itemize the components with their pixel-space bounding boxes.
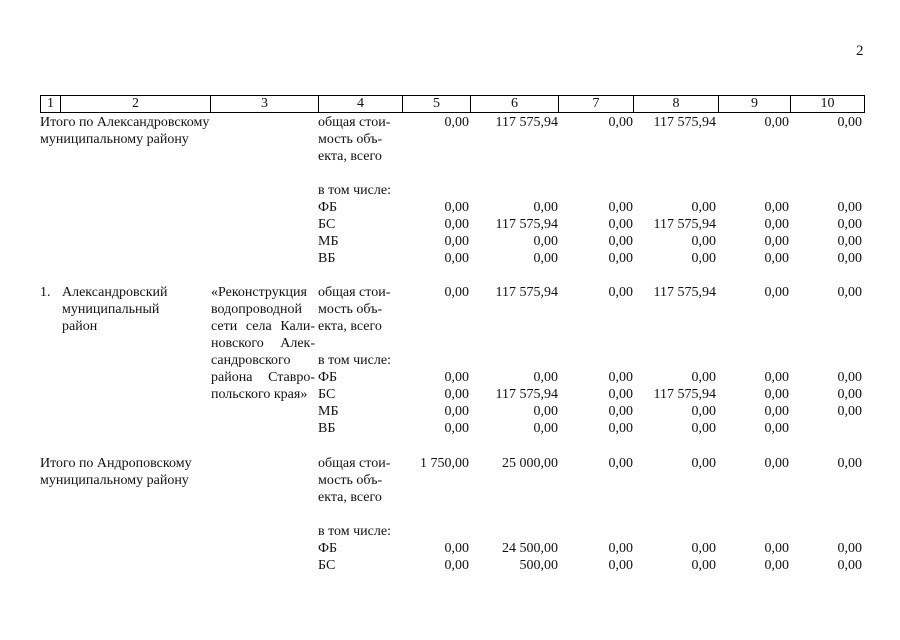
funding-value-col10: 0,00 [837, 541, 862, 556]
total-value-col10: 0,00 [837, 115, 862, 130]
funding-source-ФБ: ФБ [318, 541, 338, 556]
including-label: в том числе: [318, 353, 391, 368]
funding-value-col6: 117 575,94 [495, 387, 558, 402]
municipality-name: муниципальный [62, 302, 160, 317]
funding-value-col7: 0,00 [608, 217, 633, 232]
funding-value-col6: 0,00 [533, 370, 558, 385]
funding-value-col8: 0,00 [691, 541, 716, 556]
funding-value-col5: 0,00 [444, 558, 469, 573]
funding-value-col6: 0,00 [533, 251, 558, 266]
funding-value-col9: 0,00 [764, 404, 789, 419]
funding-value-col7: 0,00 [608, 200, 633, 215]
funding-source-БС: БС [318, 558, 336, 573]
funding-value-col7: 0,00 [608, 404, 633, 419]
cost-description: мость объ- [318, 473, 383, 488]
funding-value-col9: 0,00 [764, 558, 789, 573]
header-cell-8: 8 [634, 96, 719, 112]
total-value-col5: 0,00 [444, 115, 469, 130]
total-value-col10: 0,00 [837, 285, 862, 300]
section-title: Итого по Андроповскому [40, 456, 192, 471]
section-title: Итого по Александровскому [40, 115, 210, 130]
funding-source-ВБ: ВБ [318, 421, 336, 436]
total-value-col9: 0,00 [764, 285, 789, 300]
funding-value-col5: 0,00 [444, 541, 469, 556]
funding-source-ФБ: ФБ [318, 200, 338, 215]
project-name: водопроводной [211, 302, 302, 317]
funding-value-col5: 0,00 [444, 251, 469, 266]
project-name: «Реконструкция [211, 285, 307, 300]
funding-value-col10: 0,00 [837, 558, 862, 573]
total-value-col5: 0,00 [444, 285, 469, 300]
total-value-col6: 117 575,94 [495, 285, 558, 300]
project-name: новского Алек- [211, 336, 315, 351]
funding-value-col10: 0,00 [837, 234, 862, 249]
funding-value-col10: 0,00 [837, 387, 862, 402]
funding-value-col7: 0,00 [608, 370, 633, 385]
municipality-name: Александровский [62, 285, 168, 300]
funding-value-col9: 0,00 [764, 421, 789, 436]
header-cell-10: 10 [791, 96, 865, 112]
header-cell-2: 2 [61, 96, 211, 112]
funding-value-col8: 117 575,94 [653, 387, 716, 402]
cost-description: общая стои- [318, 285, 391, 300]
total-value-col8: 117 575,94 [653, 285, 716, 300]
header-cell-7: 7 [559, 96, 634, 112]
total-value-col8: 0,00 [691, 456, 716, 471]
cost-description: мость объ- [318, 132, 383, 147]
funding-value-col5: 0,00 [444, 421, 469, 436]
cost-description: екта, всего [318, 490, 382, 505]
funding-value-col6: 0,00 [533, 200, 558, 215]
cost-description: общая стои- [318, 115, 391, 130]
section-title: муниципальному району [40, 132, 189, 147]
table-header [40, 95, 865, 113]
total-value-col8: 117 575,94 [653, 115, 716, 130]
funding-value-col9: 0,00 [764, 251, 789, 266]
total-value-col5: 1 750,00 [420, 456, 469, 471]
funding-value-col8: 0,00 [691, 370, 716, 385]
section-title: муниципальному району [40, 473, 189, 488]
funding-source-МБ: МБ [318, 234, 339, 249]
row-number: 1. [40, 285, 51, 300]
funding-value-col10: 0,00 [837, 217, 862, 232]
project-name: сандровского [211, 353, 291, 368]
funding-source-БС: БС [318, 387, 336, 402]
funding-value-col8: 117 575,94 [653, 217, 716, 232]
funding-value-col5: 0,00 [444, 234, 469, 249]
total-value-col7: 0,00 [608, 456, 633, 471]
funding-value-col5: 0,00 [444, 370, 469, 385]
project-name: района Ставро- [211, 370, 315, 385]
project-name: польского края» [211, 387, 308, 402]
funding-value-col10: 0,00 [837, 251, 862, 266]
funding-value-col5: 0,00 [444, 200, 469, 215]
including-label: в том числе: [318, 183, 391, 198]
funding-value-col7: 0,00 [608, 387, 633, 402]
including-label: в том числе: [318, 524, 391, 539]
funding-value-col8: 0,00 [691, 234, 716, 249]
funding-value-col8: 0,00 [691, 421, 716, 436]
page-number: 2 [856, 43, 864, 59]
funding-value-col5: 0,00 [444, 217, 469, 232]
funding-source-ФБ: ФБ [318, 370, 338, 385]
cost-description: екта, всего [318, 149, 382, 164]
funding-value-col9: 0,00 [764, 541, 789, 556]
funding-value-col6: 24 500,00 [502, 541, 558, 556]
funding-value-col9: 0,00 [764, 387, 789, 402]
funding-source-БС: БС [318, 217, 336, 232]
funding-value-col5: 0,00 [444, 387, 469, 402]
funding-source-МБ: МБ [318, 404, 339, 419]
total-value-col7: 0,00 [608, 115, 633, 130]
funding-value-col8: 0,00 [691, 251, 716, 266]
total-value-col10: 0,00 [837, 456, 862, 471]
funding-value-col7: 0,00 [608, 234, 633, 249]
project-name: сети села Кали- [211, 319, 315, 334]
funding-value-col8: 0,00 [691, 404, 716, 419]
funding-value-col7: 0,00 [608, 421, 633, 436]
total-value-col6: 117 575,94 [495, 115, 558, 130]
funding-value-col7: 0,00 [608, 251, 633, 266]
funding-value-col6: 0,00 [533, 404, 558, 419]
cost-description: екта, всего [318, 319, 382, 334]
funding-value-col10: 0,00 [837, 404, 862, 419]
cost-description: общая стои- [318, 456, 391, 471]
total-value-col9: 0,00 [764, 115, 789, 130]
total-value-col9: 0,00 [764, 456, 789, 471]
header-cell-6: 6 [471, 96, 559, 112]
funding-value-col6: 0,00 [533, 421, 558, 436]
cost-description: мость объ- [318, 302, 383, 317]
header-cell-5: 5 [403, 96, 471, 112]
funding-value-col10: 0,00 [837, 200, 862, 215]
funding-value-col10: 0,00 [837, 370, 862, 385]
funding-value-col9: 0,00 [764, 234, 789, 249]
header-cell-3: 3 [211, 96, 319, 112]
funding-value-col9: 0,00 [764, 217, 789, 232]
total-value-col7: 0,00 [608, 285, 633, 300]
funding-value-col5: 0,00 [444, 404, 469, 419]
funding-value-col8: 0,00 [691, 200, 716, 215]
header-cell-1: 1 [41, 96, 61, 112]
header-cell-4: 4 [319, 96, 403, 112]
funding-value-col9: 0,00 [764, 200, 789, 215]
funding-value-col7: 0,00 [608, 558, 633, 573]
funding-value-col6: 0,00 [533, 234, 558, 249]
funding-source-ВБ: ВБ [318, 251, 336, 266]
funding-value-col8: 0,00 [691, 558, 716, 573]
header-cell-9: 9 [719, 96, 791, 112]
funding-value-col6: 500,00 [519, 558, 558, 573]
funding-value-col6: 117 575,94 [495, 217, 558, 232]
municipality-name: район [62, 319, 98, 334]
total-value-col6: 25 000,00 [502, 456, 558, 471]
funding-value-col7: 0,00 [608, 541, 633, 556]
funding-value-col9: 0,00 [764, 370, 789, 385]
